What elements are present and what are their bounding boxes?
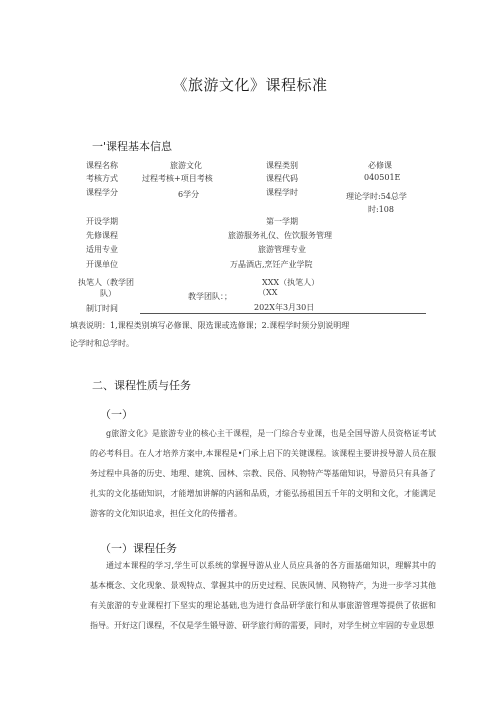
value-course-category: 必修课 <box>368 161 392 170</box>
subheading-nature: （一） <box>100 408 133 421</box>
label-course-hours: 课程学时 <box>266 188 298 197</box>
value-assessment: 过程考核+项目考核 <box>142 174 213 183</box>
table-note-line1: 填表说明：1,课程类别填写必修课、限选课或选修课；2.课程学时须分别说明理 <box>70 321 350 330</box>
label-course-code: 课程代码 <box>266 174 298 183</box>
value-offering-unit: 万晶酒店,烹饪产业学院 <box>230 260 313 269</box>
label-author-cont: 队） <box>100 289 116 298</box>
value-author: XXX（执笔人） <box>262 278 320 287</box>
label-start-term: 开设学期 <box>86 217 118 226</box>
value-course-name: 旅游文化 <box>170 161 202 170</box>
document-title: 《旅游文化》课程标准 <box>172 76 328 94</box>
paragraph-course-tasks: 通过本课程的学习,学生可以系统的掌握导游从业人员应具备的各方面基础知识，理解其中的基本概念、文化现象、景观特点、掌握其中的历史过程、民族风情、风物特产，为进一步学习其他有关旅游的专业课程打下坚实的理论基础,也为进行食品研学旅行和从事旅游管理等提供了依据和指导。开好这门课程，不仅是学生锻导游、研学旅行师的需要，同时，对学生树立牢固的专业思想 <box>90 561 436 630</box>
paragraph-course-nature: g旅游文化》是旅游专业的核心主干课程，是一门综合专业课，也是全国导游人员资格证考试的必考科目。在人才培养方案中,本课程是•门承上启下的关键课程。该课程主要讲授导游人员在服务过程中具备的历史、地理、建筑、园林、宗教、民俗、风物特产等基础知识，导游员只有具备了扎实的文化基础知识，才能增加讲解的内涵和品质，才能弘扬祖国五千年的文明和文化，才能满足游客的文化知识追求，担任文化的传播者。 <box>90 429 436 518</box>
value-formulation-date: 202X年3月30日 <box>254 303 315 312</box>
value-start-term: 第一学期 <box>266 217 298 226</box>
table-bottom-line <box>140 313 426 314</box>
label-teaching-team: 教学团队：； <box>188 292 232 301</box>
label-assessment: 考核方式 <box>86 174 118 183</box>
label-offering-unit: 开课单位 <box>86 260 118 269</box>
label-applicable-major: 适用专业 <box>86 245 118 254</box>
table-note-line2: 论学时和总学时。 <box>70 339 134 348</box>
section-heading-nature-tasks: 二、课程性质与任务 <box>92 379 191 392</box>
label-prerequisite: 先修课程 <box>86 231 118 240</box>
value-prerequisite: 旅游服务礼仪、佐饮服务管理 <box>228 231 332 240</box>
value-applicable-major: 旅游管理专业 <box>258 245 306 254</box>
label-formulation-date: 制订时间 <box>86 304 118 313</box>
label-course-name: 课程名称 <box>86 161 118 170</box>
value-course-hours-line2: 时:108 <box>368 205 394 214</box>
subheading-course-tasks: （一）课程任务 <box>100 542 177 555</box>
value-course-hours-line1: 理论学时:54总学 <box>346 192 407 201</box>
label-credits: 课程学分 <box>86 188 118 197</box>
section-heading-basic-info: 一'课程基本信息 <box>92 140 173 153</box>
value-course-code: 040501E <box>364 173 401 182</box>
label-course-category: 课程类别 <box>266 161 298 170</box>
value-teaching-team: （XX <box>258 288 278 297</box>
label-author: 执笔人（教学团 <box>78 278 134 287</box>
value-credits: 6学分 <box>178 190 200 199</box>
